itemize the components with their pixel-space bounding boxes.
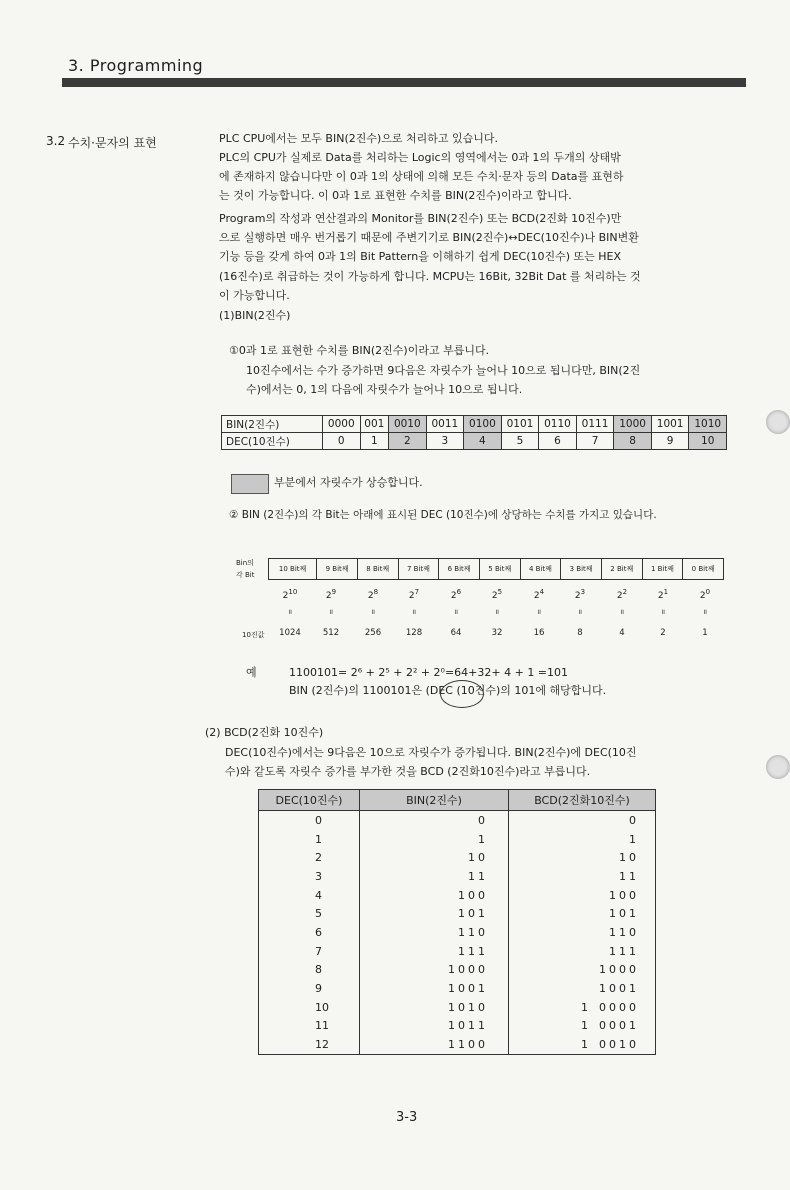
bcd-value: 11 [619, 869, 639, 883]
bin-value: 0 [360, 811, 509, 830]
base: 2 [282, 591, 289, 601]
bin-cell: 0101 [501, 416, 539, 433]
bin-value: 10 [360, 848, 509, 867]
example-result: BIN (2진수)의 1100101은 (DEC (10진수)의 101에 해당합니다. [289, 684, 607, 697]
bin-value: 1001 [360, 979, 509, 998]
equals-mark: ॥ [702, 608, 708, 616]
bin-cell: 001 [360, 416, 388, 433]
exponent: 7 [414, 588, 420, 596]
intro-line: 으로 실행하면 매우 번거롭기 때문에 주변기기로 BIN(2진수)↔DEC(10진수)나 BIN변환 [219, 231, 639, 244]
bcd-value: 100 [609, 888, 639, 902]
decimal-row-label: 10진값 [242, 631, 265, 639]
example-label: 예 [246, 666, 257, 679]
bit-cell: 8 Bit째 [357, 559, 398, 580]
bin-cell: 0100 [464, 416, 502, 433]
legend-text: 부분에서 자릿수가 상승합니다. [274, 476, 423, 489]
dec-cell: 10 [689, 433, 727, 450]
intro-line: 이 가능합니다. [219, 289, 290, 302]
bin-intro-heading: ①0과 1로 표현한 수치를 BIN(2진수)이라고 부릅니다. [229, 344, 490, 357]
bcd-high-digit: 1 [581, 1038, 591, 1052]
bit-cell: 3 Bit째 [561, 559, 602, 580]
power-of-two [685, 588, 725, 601]
table-row [259, 886, 656, 905]
bcd-value: 0001 [599, 1019, 639, 1033]
bcd-value-cell [509, 830, 656, 849]
table-row [259, 1035, 656, 1054]
bcd-value-cell [509, 961, 656, 980]
bin-value: 111 [360, 942, 509, 961]
bit-row-label: 각 Bit [236, 571, 255, 579]
power-of-two [519, 588, 559, 601]
equals-mark: ॥ [660, 608, 666, 616]
bin-value: 11 [360, 867, 509, 886]
table-row [259, 1017, 656, 1036]
bit-cell: 7 Bit째 [398, 559, 439, 580]
dec-cell: 4 [464, 433, 502, 450]
table-row [259, 923, 656, 942]
exponent: 9 [331, 588, 337, 596]
bit-table [268, 558, 724, 580]
bin-value: 1000 [360, 961, 509, 980]
power-of-two [436, 588, 476, 601]
base: 2 [533, 591, 540, 601]
bin-dec-table [221, 415, 727, 450]
bcd-line: 수)와 같도록 자릿수 증가를 부가한 것을 BCD (2진화10진수)라고 부릅니다. [225, 765, 591, 778]
dec-value: 7 [259, 942, 360, 961]
dec-value: 9 [259, 979, 360, 998]
bcd-value-cell [509, 998, 656, 1017]
dec-cell: 8 [614, 433, 652, 450]
exponent: 1 [663, 588, 669, 596]
exponent: 3 [580, 588, 586, 596]
bcd-value: 1001 [599, 982, 639, 996]
bit-cell: 6 Bit째 [439, 559, 480, 580]
intro-line: (16진수)로 취급하는 것이 가능하게 합니다. MCPU는 16Bit, 32Bit Dat 를 처리하는 것 [219, 270, 641, 283]
example-formula: 1100101= 2⁶ + 2⁵ + 2² + 2⁰=64+32+ 4 + 1 =101 [289, 666, 569, 679]
subsection-heading: (1)BIN(2진수) [219, 309, 291, 322]
bcd-value: 0000 [599, 1000, 639, 1014]
bcd-line: DEC(10진수)에서는 9다음은 10으로 자릿수가 증가됩니다. BIN(2진수)에 DEC(10진 [225, 746, 637, 759]
bin-cell: 0111 [576, 416, 614, 433]
equals-mark: ॥ [619, 608, 625, 616]
table-row [269, 559, 724, 580]
table-header-row [259, 790, 656, 811]
dec-cell: 7 [576, 433, 614, 450]
exponent: 0 [705, 588, 711, 596]
exponent: 8 [373, 588, 379, 596]
base: 2 [408, 591, 415, 601]
column-header: BCD(2진화10진수) [509, 790, 656, 811]
exponent: 10 [288, 588, 298, 596]
dec-value: 5 [259, 904, 360, 923]
intro-paragraph [219, 130, 749, 320]
dec-cell: 2 [389, 433, 427, 450]
bit-row-label: Bin의 [236, 559, 254, 567]
bcd-value-cell [509, 848, 656, 867]
dec-cell: 0 [323, 433, 361, 450]
bcd-high-digit: 1 [581, 1000, 591, 1014]
column-header: DEC(10진수) [259, 790, 360, 811]
base: 2 [657, 591, 664, 601]
equals-mark: ॥ [287, 608, 293, 616]
equals-mark: ॥ [328, 608, 334, 616]
exponent: 4 [539, 588, 545, 596]
dec-value: 12 [259, 1035, 360, 1054]
bcd-table [258, 789, 656, 1055]
dec-value: 2 [259, 848, 360, 867]
exponent: 2 [622, 588, 628, 596]
bcd-value: 111 [609, 944, 639, 958]
binder-hole [766, 410, 790, 434]
chapter-title: 3. Programming [68, 56, 204, 75]
decimal-value: 8 [577, 628, 583, 638]
intro-line: 는 것이 가능합니다. 이 0과 1로 표현한 수치를 BIN(2진수)이라고 합니다. [219, 189, 572, 202]
power-of-two [353, 588, 393, 601]
power-of-two [311, 588, 351, 601]
table-row [259, 811, 656, 830]
equals-mark: ॥ [370, 608, 376, 616]
binder-hole [766, 755, 790, 779]
power-of-two [643, 588, 683, 601]
legend-swatch [231, 474, 269, 494]
table-row [259, 942, 656, 961]
exponent: 5 [497, 588, 503, 596]
bit-weight-columns [268, 584, 724, 644]
dec-value: 0 [259, 811, 360, 830]
bin-intro-line: 10진수에서는 수가 증가하면 9다음은 자릿수가 늘어나 10으로 됩니다만, BIN(2진 [246, 364, 641, 377]
bin-intro-line: 수)에서는 0, 1의 다음에 자릿수가 늘어나 10으로 됩니다. [246, 383, 523, 396]
dec-cell: 1 [360, 433, 388, 450]
table-row [259, 867, 656, 886]
bcd-value: 0 [629, 813, 639, 827]
bcd-value-cell [509, 904, 656, 923]
base: 2 [616, 591, 623, 601]
bcd-value-cell [509, 867, 656, 886]
page-number: 3-3 [396, 1110, 418, 1125]
bin-value: 1 [360, 830, 509, 849]
base: 2 [367, 591, 374, 601]
bit-cell: 1 Bit째 [642, 559, 683, 580]
table-row [259, 830, 656, 849]
bin-cell: 0000 [323, 416, 361, 433]
decimal-value: 256 [364, 628, 382, 638]
decimal-value: 1024 [279, 628, 301, 638]
section-number: 3.2 [46, 134, 66, 148]
bin-cell: 0010 [389, 416, 427, 433]
bin-value: 1010 [360, 998, 509, 1017]
bcd-value: 101 [609, 907, 639, 921]
table-row [222, 433, 727, 450]
bin-cell: 0011 [426, 416, 464, 433]
bin-cell: 1001 [651, 416, 689, 433]
bcd-value-cell [509, 811, 656, 830]
header-rule [62, 78, 746, 87]
power-of-two [270, 588, 310, 601]
power-of-two [602, 588, 642, 601]
bcd-value-cell [509, 886, 656, 905]
dec-cell: 6 [539, 433, 577, 450]
dec-circle-mark [440, 680, 484, 708]
bcd-value-cell [509, 1035, 656, 1054]
row-label: BIN(2진수) [222, 416, 323, 433]
decimal-value: 32 [491, 628, 503, 638]
bcd-value: 0010 [599, 1038, 639, 1052]
base: 2 [450, 591, 457, 601]
bit-cell: 2 Bit째 [601, 559, 642, 580]
bin-cell: 1010 [689, 416, 727, 433]
bit-cell: 9 Bit째 [317, 559, 358, 580]
bin-cell: 1000 [614, 416, 652, 433]
dec-cell: 5 [501, 433, 539, 450]
table-row [259, 979, 656, 998]
bit-cell: 4 Bit째 [520, 559, 561, 580]
bin-value: 1100 [360, 1035, 509, 1054]
section-title: 수치·문자의 표현 [68, 136, 157, 150]
dec-cell: 9 [651, 433, 689, 450]
equals-mark: ॥ [411, 608, 417, 616]
equals-mark: ॥ [494, 608, 500, 616]
power-of-two [477, 588, 517, 601]
intro-line: 기능 등을 갖게 하여 0과 1의 Bit Pattern을 이해하기 쉽게 DEC(10진수) 또는 HEX [219, 250, 622, 263]
bit-cell: 5 Bit째 [479, 559, 520, 580]
dec-value: 1 [259, 830, 360, 849]
dec-value: 8 [259, 961, 360, 980]
base: 2 [491, 591, 498, 601]
decimal-value: 2 [660, 628, 666, 638]
intro-line: Program의 작성과 연산결과의 Monitor를 BIN(2진수) 또는 BCD(2진화 10진수)만 [219, 212, 622, 225]
decimal-value: 16 [533, 628, 545, 638]
bin-value: 101 [360, 904, 509, 923]
bit-weight-heading: ② BIN (2진수)의 각 Bit는 아래에 표시된 DEC (10진수)에 상당하는 수치를 가지고 있습니다. [229, 509, 657, 521]
intro-line: 에 존재하지 않습니다만 이 0과 1의 상태에 의해 모든 수치·문자 등의 Data를 표현하 [219, 170, 624, 183]
bcd-value-cell [509, 942, 656, 961]
bcd-value-cell [509, 1017, 656, 1036]
bin-intro [229, 324, 749, 404]
base: 2 [574, 591, 581, 601]
table-row [259, 961, 656, 980]
intro-line: PLC의 CPU가 실제로 Data를 처리하는 Logic의 영역에서는 0과 1의 두개의 상태밖 [219, 151, 621, 164]
bcd-value: 1000 [599, 963, 639, 977]
bcd-high-digit: 1 [581, 1019, 591, 1033]
decimal-value: 1 [702, 628, 708, 638]
table-row [259, 848, 656, 867]
power-of-two [394, 588, 434, 601]
power-of-two [560, 588, 600, 601]
dec-value: 4 [259, 886, 360, 905]
decimal-value: 512 [322, 628, 340, 638]
dec-value: 6 [259, 923, 360, 942]
table-row [259, 998, 656, 1017]
decimal-value: 4 [619, 628, 625, 638]
bit-cell: 10 Bit째 [269, 559, 317, 580]
row-label: DEC(10진수) [222, 433, 323, 450]
decimal-value: 64 [450, 628, 462, 638]
bcd-value: 110 [609, 925, 639, 939]
bcd-value: 1 [629, 832, 639, 846]
bcd-heading: (2) BCD(2진화 10진수) [205, 726, 324, 739]
table-row [259, 904, 656, 923]
bcd-value-cell [509, 979, 656, 998]
bcd-value: 10 [619, 851, 639, 865]
exponent: 6 [456, 588, 462, 596]
dec-value: 11 [259, 1017, 360, 1036]
bit-cell: 0 Bit째 [683, 559, 724, 580]
dec-value: 10 [259, 998, 360, 1017]
equals-mark: ॥ [577, 608, 583, 616]
equals-mark: ॥ [536, 608, 542, 616]
table-row [222, 416, 727, 433]
bin-cell: 0110 [539, 416, 577, 433]
bcd-value-cell [509, 923, 656, 942]
column-header: BIN(2진수) [360, 790, 509, 811]
bin-value: 110 [360, 923, 509, 942]
dec-cell: 3 [426, 433, 464, 450]
bin-value: 1011 [360, 1017, 509, 1036]
base: 2 [325, 591, 332, 601]
equals-mark: ॥ [453, 608, 459, 616]
intro-line: PLC CPU에서는 모두 BIN(2진수)으로 처리하고 있습니다. [219, 132, 499, 145]
bin-value: 100 [360, 886, 509, 905]
base: 2 [699, 591, 706, 601]
decimal-value: 128 [405, 628, 423, 638]
dec-value: 3 [259, 867, 360, 886]
